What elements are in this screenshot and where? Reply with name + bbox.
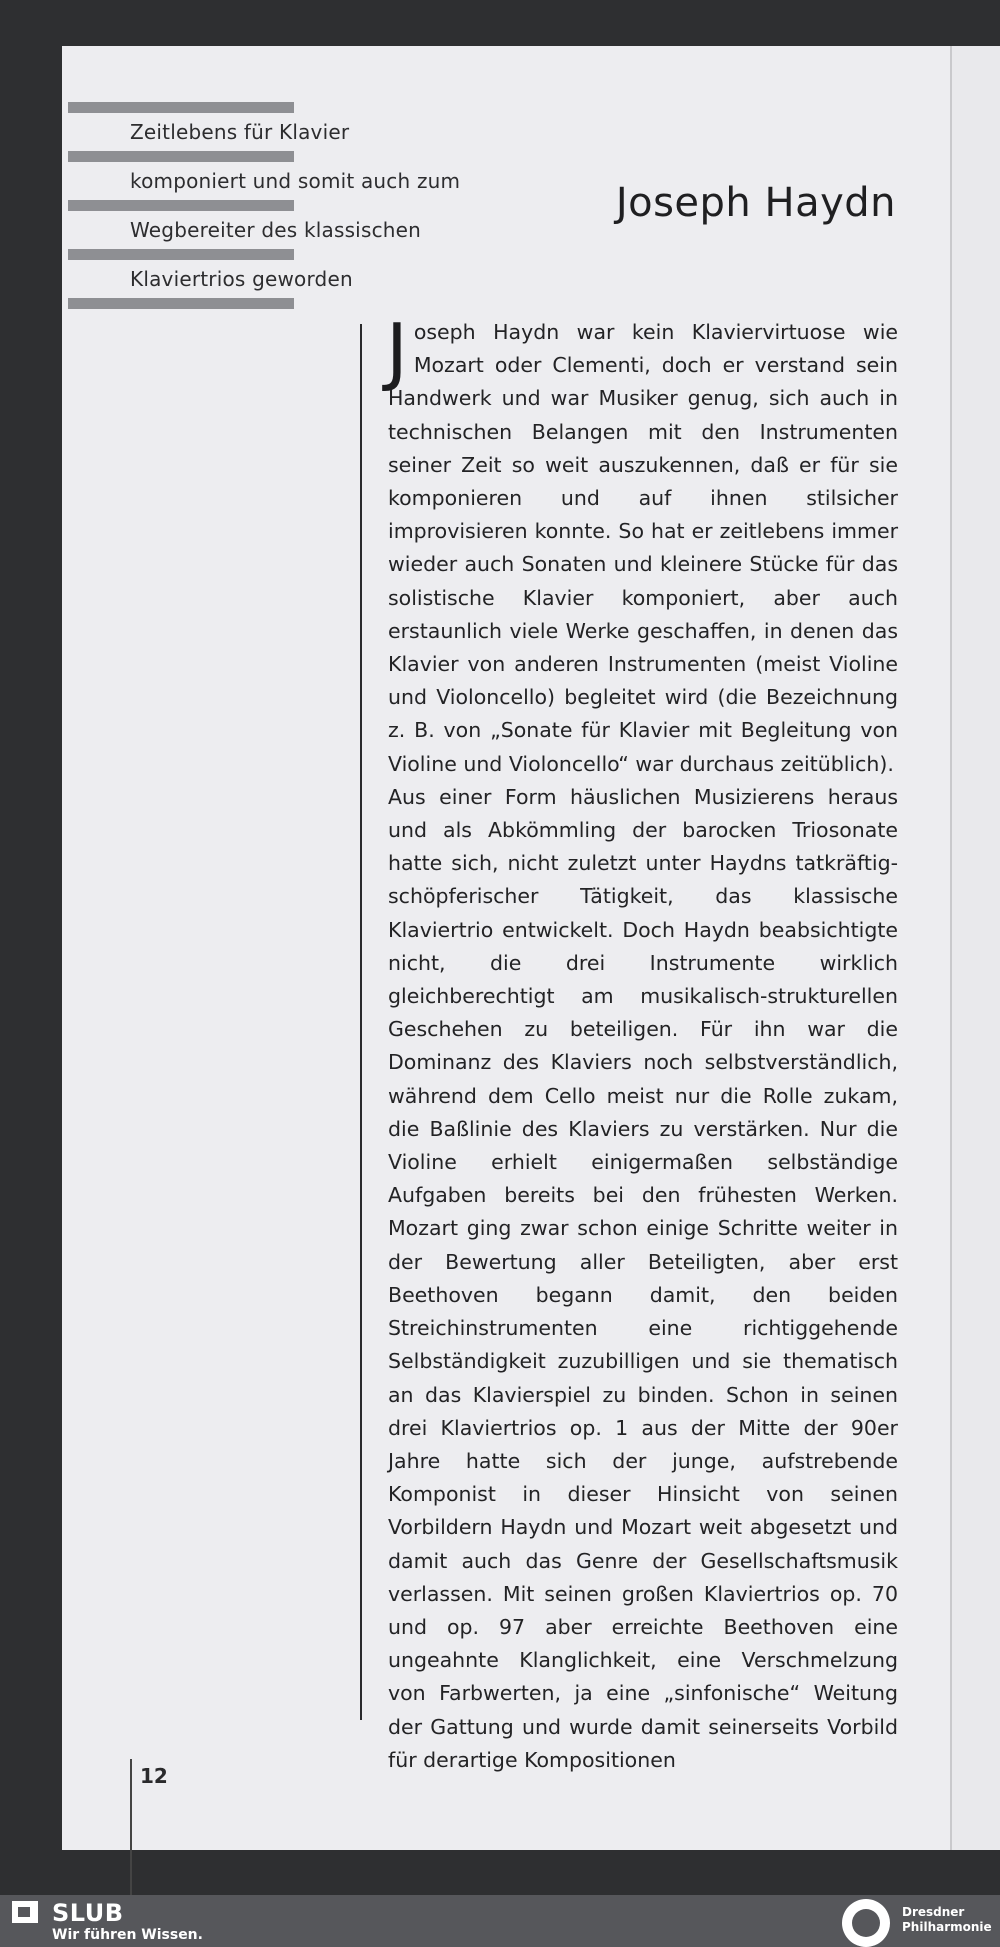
partner-name-line: Philharmonie bbox=[902, 1920, 992, 1934]
philharmonie-logo-icon bbox=[842, 1899, 890, 1947]
partner-name-line: Dresdner bbox=[902, 1905, 965, 1919]
footer-bar bbox=[0, 1895, 1000, 1947]
slub-logo-icon bbox=[12, 1901, 38, 1923]
paragraph: Aus einer Form häuslichen Musizierens heraus und als Abkömmling der barocken Triosonate hatte sich, nicht zuletzt unter Haydns tatkräftig-schöpferischer Tätigkeit, das klassische Klaviertrio entwickelt. Doch Haydn beabsichtigte nicht, die drei Instrumente wirklich gleichberechtigt am musikalisch-strukturellen Geschehen zu beteiligen. Für ihn war die Dominanz des Klaviers noch selbstverständlich, während dem Cello meist nur die Rolle zukam, die Baßlinie des Klaviers zu verstärken. Nur die Violine erhielt einigermaßen selbständige Aufgaben bereits bei den frühesten Werken. Mozart ging zwar schon einige Schritte weiter in der Bewertung aller Beteiligten, aber erst Beethoven begann damit, den beiden Streichinstrumenten eine richtiggehende Selbständigkeit zuzubilligen und sie thematisch an das Klavierspiel zu binden. Schon in seinen drei Klaviertrios op. 1 aus der Mitte der 90er Jahre hatte sich der junge, aufstrebende Komponist in dieser Hinsicht von seinen Vorbildern Haydn und Mozart weit abgesetzt und damit auch das Genre der Gesellschaftsmusik verlassen. Mit seinen großen Klaviertrios op. 70 und op. 97 aber erreichte Beethoven eine ungeahnte Klanglichkeit, eine Verschmelzung von Farbwerten, ja eine „sinfonische“ Weitung der Gattung und wurde damit seinerseits Vorbild für derartige Kompositionen bbox=[388, 784, 898, 1772]
document-page bbox=[62, 46, 950, 1850]
column-rule bbox=[360, 324, 362, 1720]
sidebar-quote-line: Zeitlebens für Klavier bbox=[130, 120, 350, 144]
decorative-bar bbox=[68, 200, 294, 211]
sidebar-quote-line: Klaviertrios geworden bbox=[130, 267, 353, 291]
paragraph-text: oseph Haydn war kein Klaviervirtuose wie Mozart oder Clementi, doch er verstand sein Handwerk und war Musiker genug, sich auch in technischen Belangen mit den Instrumenten seiner Zeit so weit auszukennen, daß er für sie komponieren und auf ihnen stilsicher improvisieren konnte. So hat er zeitlebens immer wieder auch Sonaten und kleinere Stücke für das solistische Klavier komponiert, aber auch erstaunlich viele Werke geschaffen, in denen das Klavier von anderen Instrumenten (meist Violine und Violoncello) begleitet wird (die Bezeichnung z. B. von „Sonate für Klavier mit Begleitung von Violine und Violoncello“ war durchaus zeitüblich). bbox=[388, 320, 898, 776]
partner-name bbox=[902, 1905, 992, 1935]
next-page-edge bbox=[950, 46, 1000, 1850]
library-tagline: Wir führen Wissen. bbox=[52, 1927, 203, 1943]
article-body bbox=[386, 308, 898, 1777]
paragraph bbox=[386, 308, 898, 781]
decorative-bar bbox=[68, 298, 294, 309]
page-number-rule bbox=[130, 1759, 132, 1899]
page-title: Joseph Haydn bbox=[615, 180, 896, 226]
sidebar-quote-line: komponiert und somit auch zum bbox=[130, 169, 461, 193]
sidebar-quote-line: Wegbereiter des klassischen bbox=[130, 218, 422, 242]
library-name: SLUB bbox=[52, 1899, 124, 1927]
drop-cap: J bbox=[386, 308, 408, 394]
decorative-bar bbox=[68, 151, 294, 162]
decorative-bar bbox=[68, 102, 294, 113]
page-number: 12 bbox=[140, 1764, 168, 1788]
decorative-bar bbox=[68, 249, 294, 260]
